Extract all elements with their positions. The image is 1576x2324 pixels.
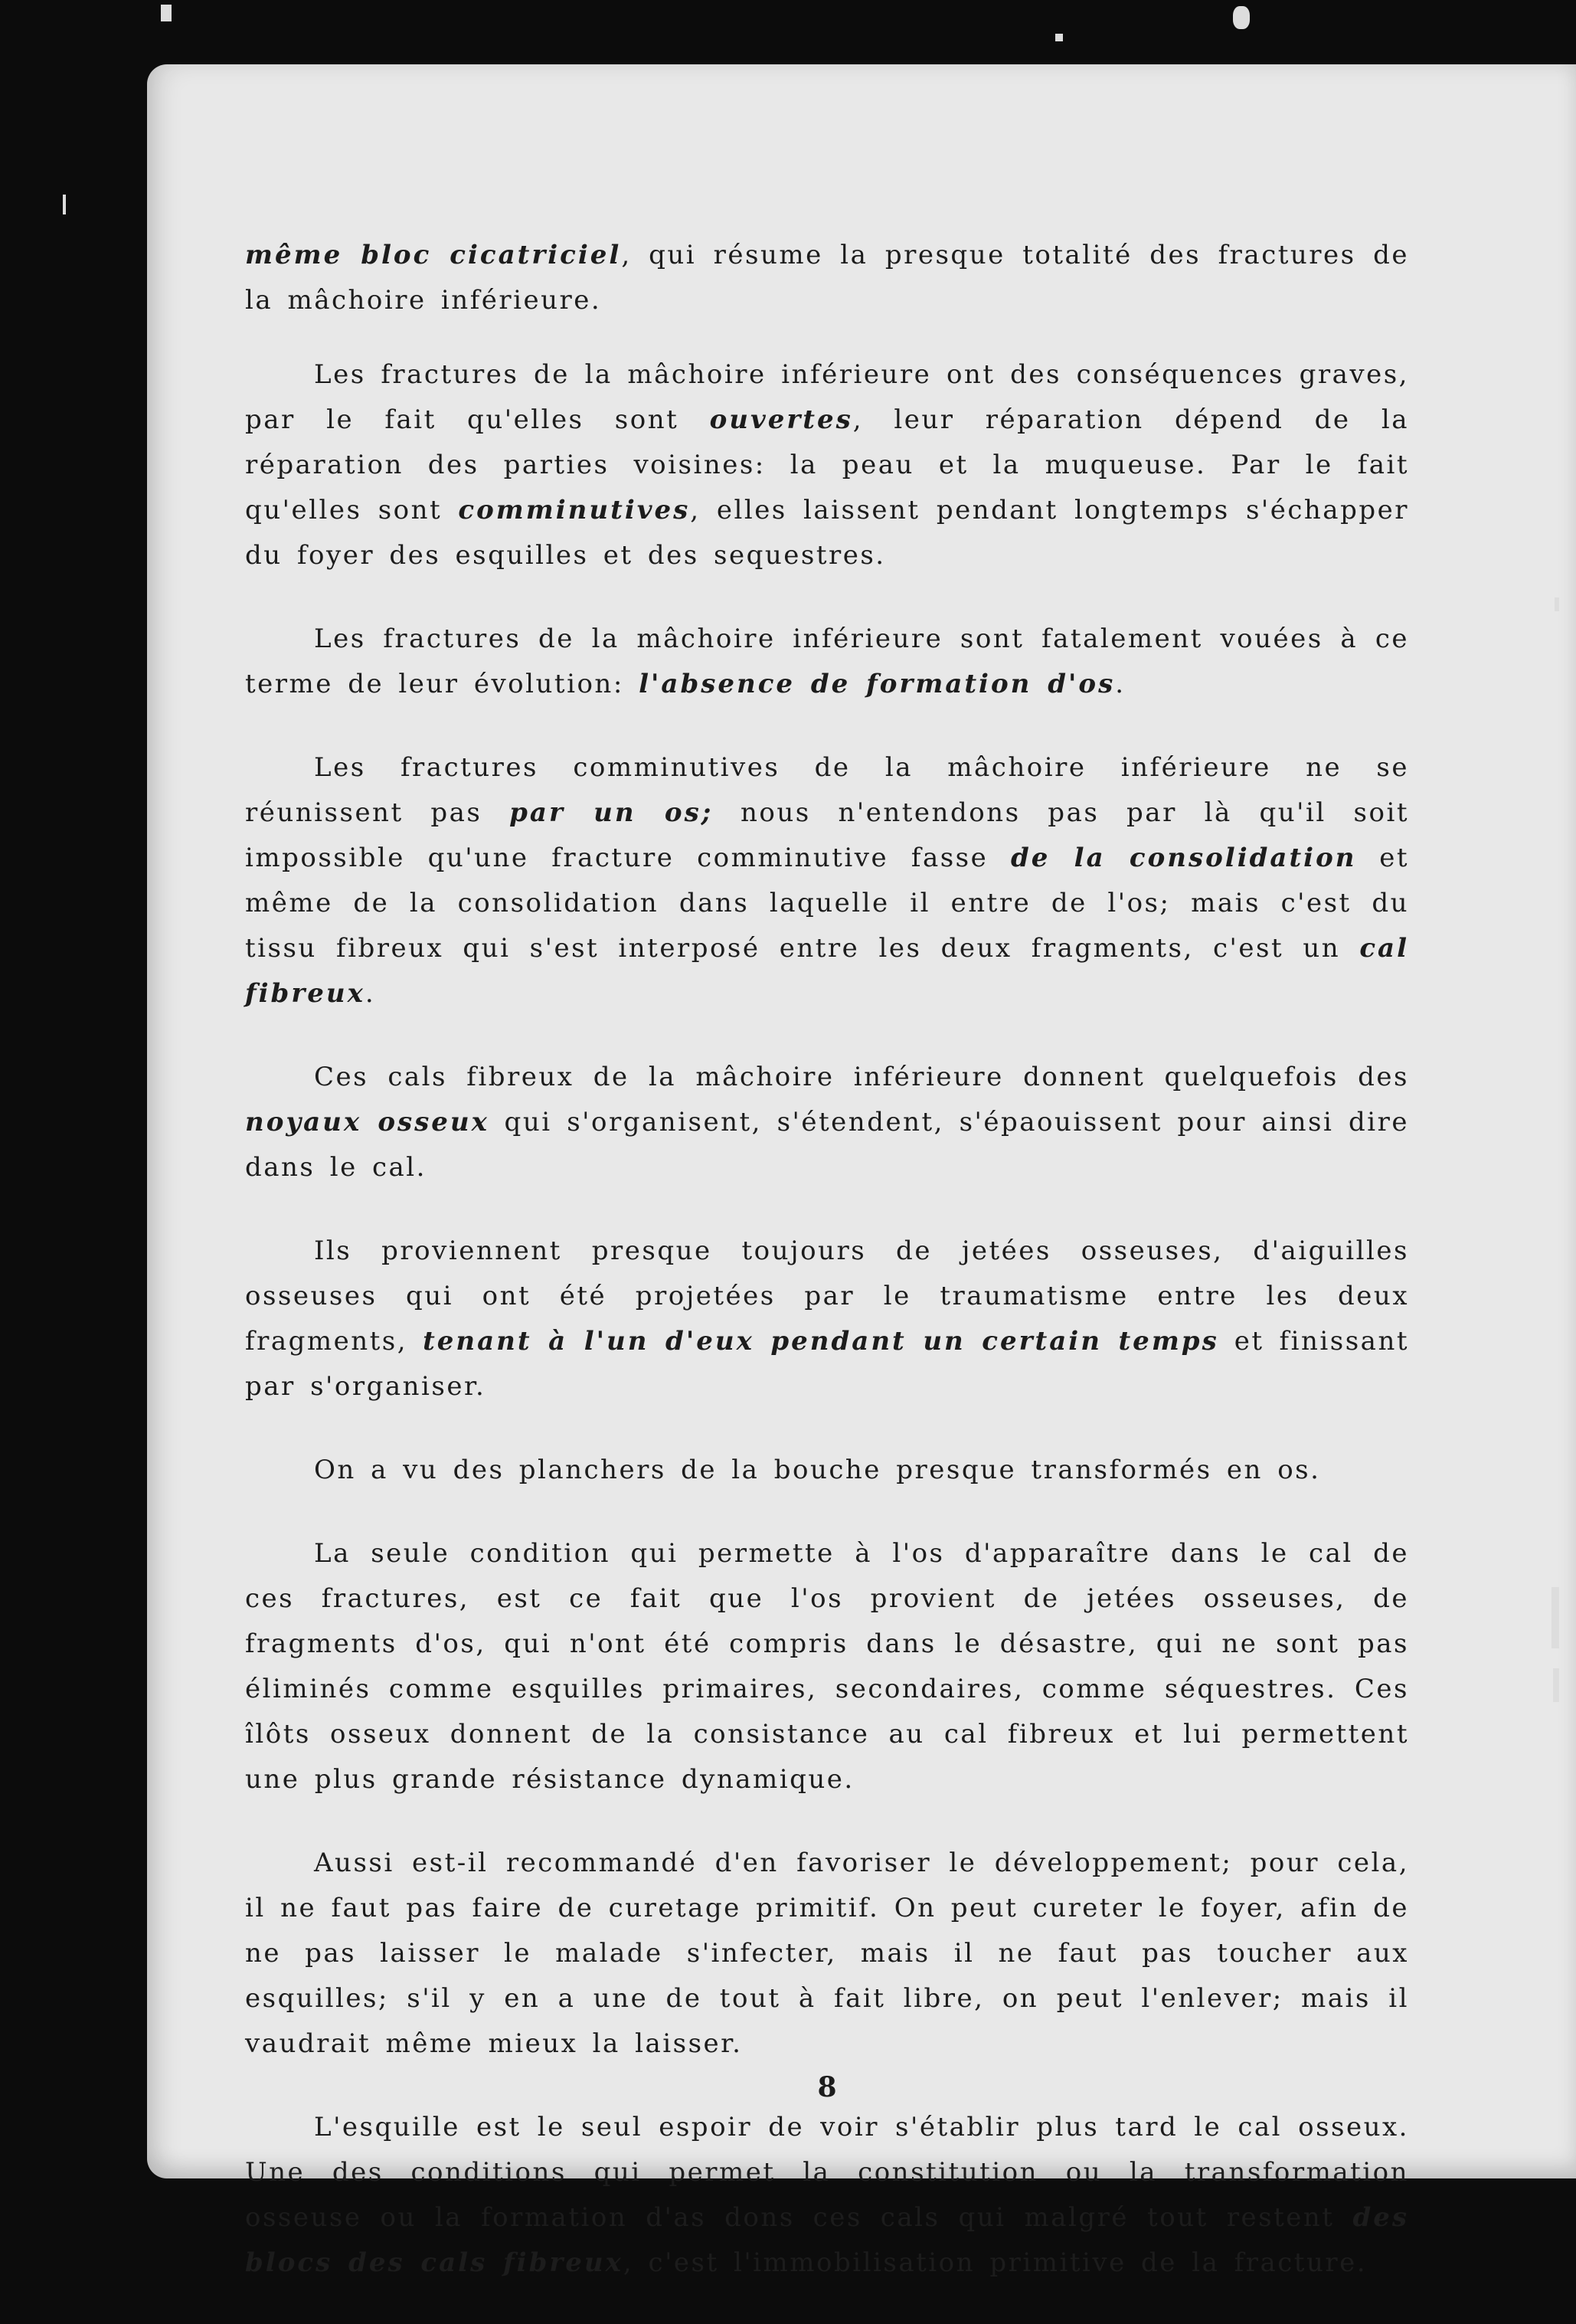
text-run: Ces cals fibreux de la mâchoire inférieure donnent quelquefois des (314, 1062, 1409, 1092)
italic-phrase: des blocs des cals fibreux (245, 2202, 1409, 2278)
document-page (147, 64, 1576, 2278)
text-run: Les fractures comminutives de la mâchoire inférieure ne se réunissent pas (245, 752, 1409, 828)
scan-artifact (1551, 1587, 1559, 1648)
body-text (245, 233, 1409, 2324)
scan-artifact (1553, 1668, 1559, 1702)
text-run: Aussi est-il recommandé d'en favoriser le développement; pour cela, il ne faut pas faire de curetage primitif. On peut cureter le foyer, afin de ne pas laisser le malade s'infecter, mais il ne faut pas toucher aux esquilles; s'il y en a une de tout à fait libre, on peut l'enlever; mais il vaudrait même mieux la laisser. (245, 1848, 1409, 2059)
text-run: qui s'organisent, s'étendent, s'épaouissent pour ainsi dire dans le cal. (245, 1107, 1409, 1183)
text-run: . (1115, 669, 1126, 699)
text-run: , qui résume la presque totalité des fractures de la mâchoire inférieure. (245, 240, 1409, 316)
text-run: , elles laissent pendant longtemps s'échapper du foyer des esquilles et des sequestres. (245, 495, 1409, 571)
text-run: , leur réparation dépend de la réparation des parties voisines: la peau et la muqueuse. Par le fait qu'elles sont (245, 404, 1409, 525)
scan-artifact (1055, 34, 1063, 41)
italic-phrase: l'absence de formation d'os (639, 669, 1116, 699)
text-run: nous n'entendons pas par là qu'il soit impossible qu'une fracture comminutive fasse (245, 797, 1409, 873)
scan-artifact (63, 195, 66, 214)
paragraph-3 (245, 617, 1409, 707)
text-run: et même de la consolidation dans laquelle il entre de l'os; mais c'est du tissu fibreux qui s'est interposé entre les deux fragments, c'est un (245, 843, 1409, 964)
italic-phrase: même bloc cicatriciel (245, 240, 622, 270)
paragraph-6 (245, 1229, 1409, 1409)
text-run: Les fractures de la mâchoire inférieure sont fatalement vouées à ce terme de leur évolution: (245, 624, 1409, 699)
paragraph-9 (245, 1841, 1409, 2067)
text-run: , c'est l'immobilisation primitive de la fracture. (623, 2247, 1368, 2278)
text-run: et finissant par s'organiser. (245, 1326, 1410, 1402)
text-run: La seule condition qui permette à l'os d'apparaître dans le cal de ces fractures, est ce fait que l'os provient de jetées osseuses, de fragments d'os, qui n'ont été compris dans le désastre, qui ne sont pas éliminés comme esquilles primaires, secondaires, comme séquestres. Ces îlôts osseux donnent de la consistance au cal fibreux et lui permettent une plus grande résistance dynamique. (245, 1538, 1409, 1795)
text-run: . (365, 978, 376, 1009)
italic-phrase: cal fibreux (245, 933, 1409, 1009)
italic-phrase: de la consolidation (1011, 843, 1357, 873)
scan-artifact (161, 5, 172, 21)
text-run: L'esquille est le seul espoir de voir s'établir plus tard le cal osseux. Une des conditions qui permet la constitution ou la transformation osseuse ou la formation d'as dons ces cals qui malgré tout restent (245, 2112, 1409, 2233)
italic-phrase: tenant à l'un d'eux pendant un certain temps (423, 1326, 1219, 1357)
italic-phrase: ouvertes (709, 404, 853, 435)
paragraph-1 (245, 233, 1409, 323)
paragraph-10 (245, 2105, 1409, 2286)
italic-phrase: comminutives (458, 495, 691, 525)
paragraph-7 (245, 1448, 1409, 1493)
page-number: 8 (817, 2071, 837, 2103)
scan-artifact (1233, 6, 1250, 29)
paragraph-2 (245, 352, 1409, 578)
text-run: On a vu des planchers de la bouche presque transformés en os. (314, 1455, 1321, 1485)
scan-artifact (1555, 597, 1559, 611)
italic-phrase: par un os; (509, 797, 714, 828)
text-run: Les fractures de la mâchoire inférieure ont des conséquences graves, par le fait qu'elles sont (245, 359, 1409, 435)
paragraph-8 (245, 1531, 1409, 1802)
paragraph-4 (245, 745, 1409, 1016)
italic-phrase: noyaux osseux (245, 1107, 489, 1137)
text-run: Ils proviennent presque toujours de jetées osseuses, d'aiguilles osseuses qui ont été projetées par le traumatisme entre les deux fragments, (245, 1236, 1409, 1357)
paragraph-5 (245, 1055, 1409, 1190)
